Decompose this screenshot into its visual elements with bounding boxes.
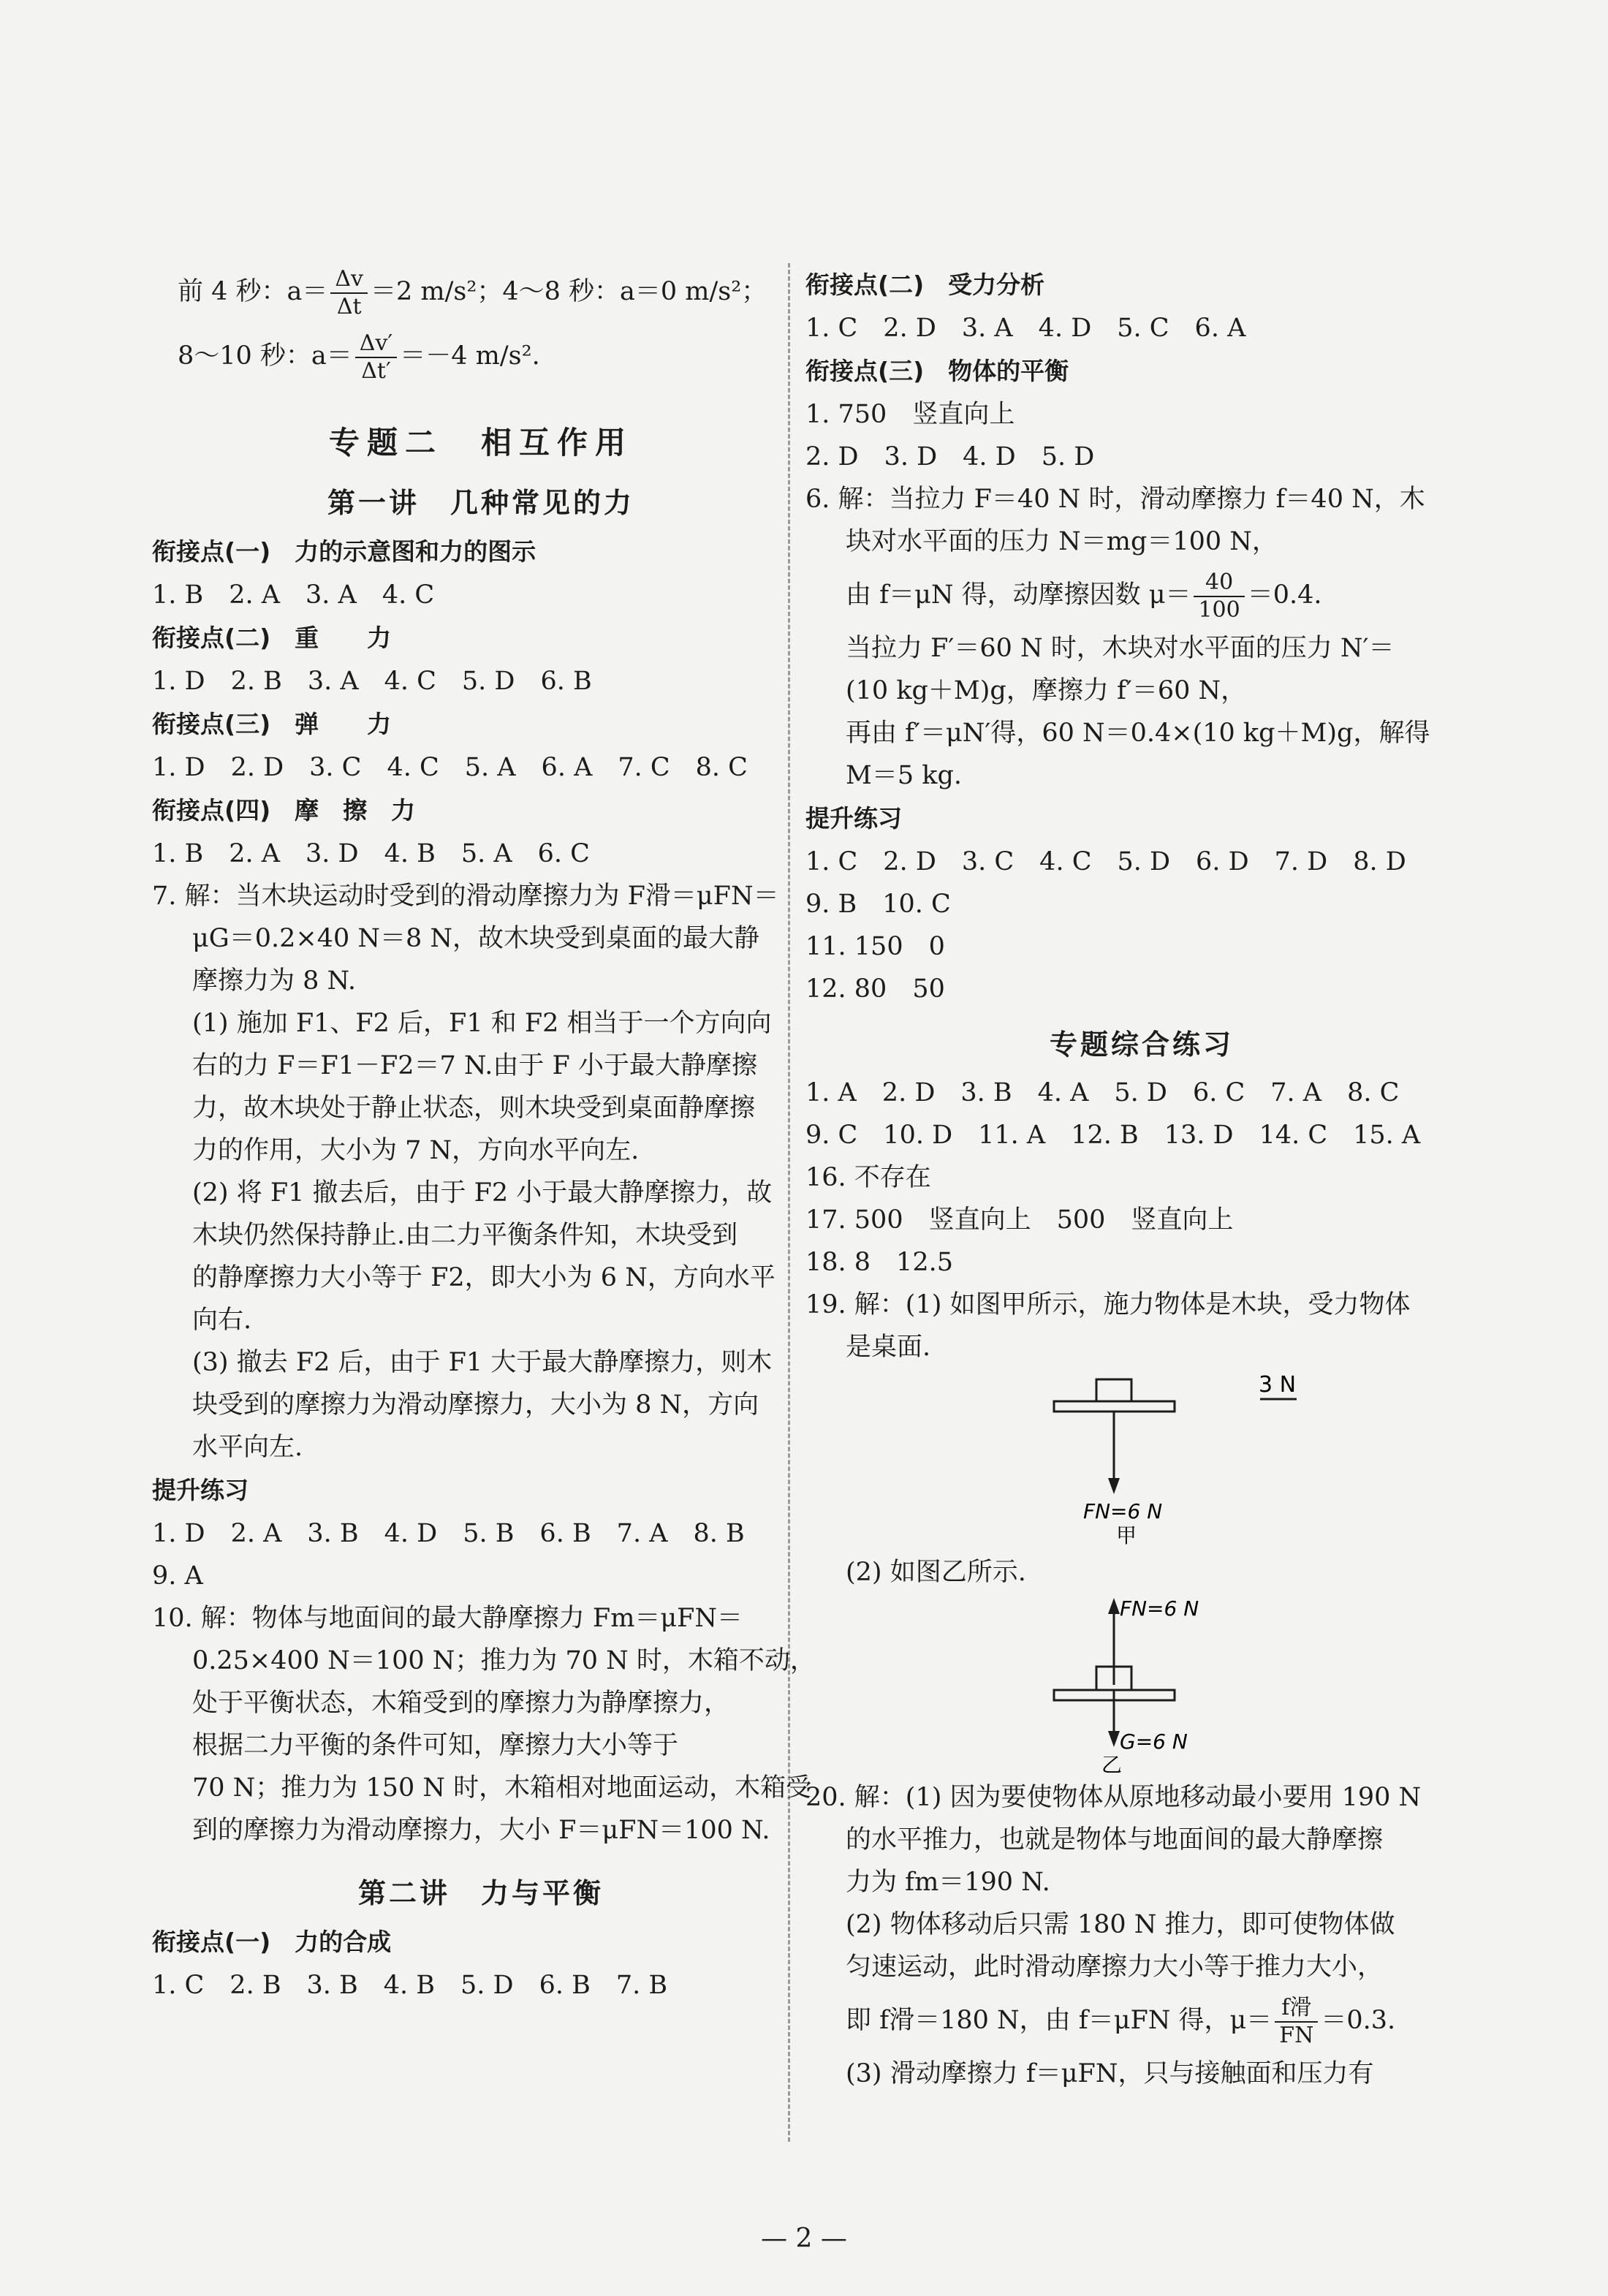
- topic-title: 专题二 相互作用: [328, 425, 633, 461]
- fraction: $\frac{\text{f滑}}{FN}$: [1275, 1995, 1318, 2049]
- solution-line: μG＝0.2×40 N＝8 N，故木块受到桌面的最大静: [192, 924, 759, 953]
- answer-line: 1. C 2. B 3. B 4. B 5. D 6. B 7. B: [152, 1971, 668, 2000]
- answer-line: 1. C 2. D 3. A 4. D 5. C 6. A: [805, 314, 1246, 343]
- answer-line: 11. 150 0: [805, 932, 945, 961]
- solution-line: (2) 将 F1 撤去后，由于 F2 小于最大静摩擦力，故: [192, 1178, 773, 1208]
- solution-line: 根据二力平衡的条件可知，摩擦力大小等于: [192, 1731, 679, 1760]
- solution-line: 7. 解：当木块运动时受到的滑动摩擦力为 F滑＝μFN＝: [152, 882, 779, 911]
- solution-line: 力，故木块处于静止状态，则木块受到桌面静摩擦: [192, 1094, 756, 1123]
- solution-line: 处于平衡状态，木箱受到的摩擦力为静摩擦力，: [192, 1689, 730, 1718]
- answer-line: 1. C 2. D 3. C 4. C 5. D 6. D 7. D 8. D: [805, 847, 1406, 876]
- lecture-1-title: 第一讲 几种常见的力: [327, 487, 634, 519]
- section-head: 衔接点(一) 力的合成: [152, 1928, 392, 1956]
- solution-line: 再由 f′＝μN′得，60 N＝0.4×(10 kg＋M)g，解得: [846, 719, 1430, 748]
- answer-line: 1. A 2. D 3. B 4. A 5. D 6. C 7. A 8. C: [805, 1078, 1400, 1107]
- solution-line: (2) 如图乙所示.: [846, 1558, 1026, 1587]
- fraction: $\frac{\Delta v}{\Delta t}$: [330, 266, 368, 320]
- solution-line: 6. 解：当拉力 F＝40 N 时，滑动摩擦力 f＝40 N，木: [805, 485, 1425, 514]
- answer-line: 1. D 2. D 3. C 4. C 5. A 6. A 7. C 8. C: [152, 753, 748, 782]
- section-head: 衔接点(四) 摩 擦 力: [152, 796, 416, 825]
- answer-line: 1. D 2. A 3. B 4. D 5. B 6. B 7. A 8. B: [152, 1519, 745, 1548]
- solution-line: 的水平推力，也就是物体与地面间的最大静摩擦: [846, 1825, 1384, 1854]
- arrowhead-icon: [1108, 1478, 1120, 1494]
- force-label-up: FN=6 N: [1120, 1596, 1199, 1621]
- solution-line: 块受到的摩擦力为滑动摩擦力，大小为 8 N，方向: [192, 1390, 759, 1420]
- fraction: $\frac{\Delta v'}{\Delta t'}$: [355, 330, 397, 384]
- solution-line: 右的力 F＝F1－F2＝7 N.由于 F 小于最大静摩擦: [192, 1051, 757, 1080]
- solution-line: 匀速运动，此时滑动摩擦力大小等于推力大小，: [846, 1952, 1384, 1982]
- intro-line-2: 8～10 秒：a＝ $\frac{\Delta v'}{\Delta t'}$ ＝－4 m/s².: [178, 330, 540, 384]
- section-head: 衔接点(二) 重 力: [152, 624, 392, 652]
- q6-solution: [805, 478, 1478, 797]
- solution-line: 20. 解：(1) 因为要使物体从原地移动最小要用 190 N: [805, 1783, 1422, 1812]
- arrowhead-icon: [1108, 1598, 1120, 1614]
- solution-line: (2) 物体移动后只需 180 N 推力，即可使物体做: [846, 1910, 1395, 1939]
- answer-line: 9. C 10. D 11. A 12. B 13. D 14. C 15. A: [805, 1121, 1421, 1150]
- solution-line: (1) 施加 F1、F2 后，F1 和 F2 相当于一个方向向: [192, 1009, 772, 1038]
- figure-caption: 甲: [1116, 1523, 1137, 1547]
- solution-line: 由 f＝μN 得，动摩擦因数 μ＝ $\frac{40}{100}$ ＝0.4.: [846, 569, 1322, 623]
- answer-line: 2. D 3. D 4. D 5. D: [805, 442, 1095, 471]
- solution-line: 到的摩擦力为滑动摩擦力，大小 F＝μFN＝100 N.: [192, 1816, 770, 1845]
- section-head: 衔接点(一) 力的示意图和力的图示: [152, 537, 536, 566]
- solution-line: 即 f滑＝180 N，由 f＝μFN 得，μ＝ $\frac{\text{f滑}}{FN}$ ＝0.3.: [846, 1994, 1396, 2048]
- figure-yi-svg: [805, 1594, 1478, 1776]
- right-column: [805, 263, 1478, 2095]
- answer-line: 12. 80 50: [805, 974, 945, 1004]
- solution-line: 0.25×400 N＝100 N；推力为 70 N 时，木箱不动，: [192, 1646, 816, 1675]
- block-icon: [1096, 1379, 1131, 1401]
- lecture-2-title: 第二讲 力与平衡: [357, 1877, 604, 1909]
- page-number: — 2 —: [761, 2224, 847, 2254]
- solution-line: 力的作用，大小为 7 N，方向水平向左.: [192, 1136, 640, 1165]
- left-column: [152, 259, 816, 2007]
- answer-line: 1. D 2. B 3. A 4. C 5. D 6. B: [152, 667, 592, 696]
- solution-line: 的静摩擦力大小等于 F2，即大小为 6 N，方向水平: [192, 1263, 775, 1292]
- solution-line: (10 kg＋M)g，摩擦力 f′＝60 N，: [846, 676, 1247, 705]
- solution-line: 力为 fm＝190 N.: [846, 1868, 1050, 1897]
- solution-line: 10. 解：物体与地面间的最大静摩擦力 Fm＝μFN＝: [152, 1604, 743, 1633]
- answer-line: 1. B 2. A 3. D 4. B 5. A 6. C: [152, 839, 590, 868]
- solution-line: 19. 解：(1) 如图甲所示，施力物体是木块，受力物体: [805, 1290, 1411, 1319]
- solution-line: 向右.: [192, 1306, 252, 1335]
- force-label: FN=6 N: [1083, 1499, 1163, 1523]
- solution-line: (3) 撤去 F2 后，由于 F1 大于最大静摩擦力，则木: [192, 1348, 773, 1377]
- section-head: 提升练习: [152, 1476, 249, 1504]
- answer-line: 16. 不存在: [805, 1163, 931, 1192]
- answer-line: 9. B 10. C: [805, 890, 951, 919]
- figure-yi: [805, 1594, 1478, 1776]
- solution-line: 摩擦力为 8 N.: [192, 966, 357, 996]
- answer-line: 18. 8 12.5: [805, 1248, 953, 1277]
- solution-line: 70 N；推力为 150 N 时，木箱相对地面运动，木箱受: [192, 1773, 812, 1803]
- answer-line: 1. B 2. A 3. A 4. C: [152, 580, 435, 610]
- fraction: $\frac{40}{100}$: [1194, 569, 1244, 624]
- intro-line-1: 前 4 秒：a＝ $\frac{\Delta v}{\Delta t}$ ＝2 m/s²；4～8 秒：a＝0 m/s²；: [178, 265, 767, 319]
- figure-caption: 乙: [1101, 1753, 1123, 1776]
- section-head: 衔接点(三) 物体的平衡: [805, 357, 1069, 385]
- answer-line: 9. A: [152, 1561, 203, 1591]
- solution-line: 块对水平面的压力 N＝mg＝100 N，: [846, 527, 1278, 556]
- answer-line: 17. 500 竖直向上 500 竖直向上: [805, 1205, 1234, 1235]
- answer-line: 1. 750 竖直向上: [805, 400, 1015, 429]
- solution-line: 木块仍然保持静止.由二力平衡条件知，木块受到: [192, 1221, 738, 1250]
- q20-solution: [805, 1776, 1478, 2095]
- figure-jia: [805, 1368, 1478, 1551]
- q7-solution: [152, 875, 810, 1469]
- q10-solution: [152, 1597, 816, 1852]
- section-head: 衔接点(三) 弹 力: [152, 710, 392, 738]
- solution-line: 水平向左.: [192, 1433, 303, 1462]
- scale-label: 3 N: [1259, 1372, 1297, 1398]
- section-head: 提升练习: [805, 804, 902, 833]
- arrowhead-icon: [1108, 1731, 1120, 1747]
- comprehensive-title: 专题综合练习: [1049, 1028, 1234, 1061]
- solution-line: 当拉力 F′＝60 N 时，木块对水平面的压力 N′＝: [846, 634, 1395, 663]
- solution-line: 是桌面.: [846, 1333, 931, 1362]
- force-label-down: G=6 N: [1120, 1729, 1188, 1754]
- solution-line: (3) 滑动摩擦力 f＝μFN，只与接触面和压力有: [846, 2059, 1374, 2088]
- figure-jia-svg: [805, 1368, 1478, 1551]
- section-head: 衔接点(二) 受力分析: [805, 270, 1045, 299]
- solution-line: M＝5 kg.: [846, 761, 962, 790]
- table-icon: [1054, 1401, 1175, 1412]
